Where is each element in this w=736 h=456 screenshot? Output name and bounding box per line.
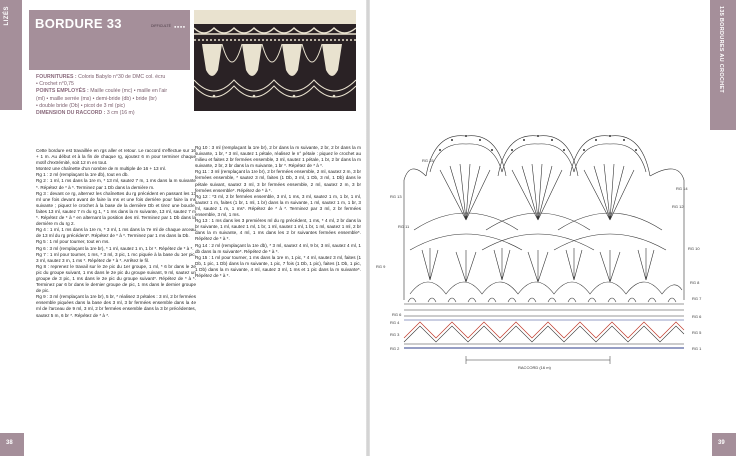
page-number-right-text: 39 xyxy=(718,440,725,446)
instruction-paragraph: Montez une chaînette d'un nombre de m multiple de 16 + 13 ml. xyxy=(36,166,166,172)
difficulty-label: DIFFICULTÉ xyxy=(151,24,171,28)
page-number-right xyxy=(712,433,736,456)
fournitures-text: Coloris Babylo n°30 de DMC col. écru xyxy=(78,74,166,80)
page-number-left xyxy=(0,433,24,456)
supplies-block xyxy=(36,74,196,117)
row-label-5: RG 5 xyxy=(692,330,702,335)
difficulty-rating: ●●●● xyxy=(174,24,186,29)
row-label-11: RG 11 xyxy=(398,224,410,229)
row-label-8: RG 8 xyxy=(690,280,700,285)
row-label-3: RG 3 xyxy=(390,332,400,337)
instruction-paragraph: Rg 12 : *3 ml, 2 br fermées ensemble, 3 ml, 1 ms, 3 ml, sautez 1 m, 1 br, 1 ml, sautez 1 m, faites (1 br, 1 ml, 1 br) dans la m suivante, 1 ml, sautez 1 m, 1 br, 3 ml, sautez 1 m, 1 ms*. Répétez de * à *. Terminez par 3 ml, 2 br fermées ensemble, 3 ml, 1 ms. xyxy=(195,193,361,218)
pattern-title: BORDURE 33 xyxy=(35,16,122,31)
instruction-paragraph: Rg 15 : 1 ml pour tourner, 1 ms dans la 1re m, 1 pic, * 4 ml, sautez 3 ml, faites (1 Db, 1 pic, 1 Db) dans la m suivante, 1 pic, 7 fois (1 Db, 1 pic), faites (1 Db, 1 pic, 1 Db) dans la m suivante, 4 ml, sautez 3 ml, 1 ms et 1 pic dans la m suivante*. Répétez de * à *. xyxy=(195,254,361,278)
dimension-text: 3 cm (16 m) xyxy=(106,110,135,117)
row-label-14: RG 14 xyxy=(676,186,688,191)
row-label-2: RG 2 xyxy=(390,346,400,351)
row-label-1: RG 1 xyxy=(692,346,702,351)
instruction-paragraph: Rg 7 : 1 ml pour tourner, 1 ms, * 3 ml, 3 pic, 1 mc piquée à la base du 1er pic, 3 ml, sautez 3 m, 1 ms *. Répétez de * à *. Arrêtez le fil. xyxy=(36,251,196,263)
row-label-4: RG 4 xyxy=(390,320,400,325)
instruction-paragraph: Rg 4 : 1 ml, 1 ms dans la 1re m, * 3 ml, 1 ms dans la 7e ml de chaque arceau de 13 ml du rg précédent*. Répétez de * à *. Terminez par 1 ms dans la Db. xyxy=(36,227,196,239)
instruction-paragraph: Cette bordure est travaillée en rgs aller et retour. Le raccord s'effectue sur 16 + 1 m. Au début et à la fin de chaque rg, ajoutez 6 m pour terminer chaque motif d'extrémité, soit 12 m en tout. xyxy=(36,148,196,166)
lace-photo xyxy=(194,10,356,111)
instruction-paragraph: Rg 11 : 3 ml (remplaçant la 1re br), 2 br fermées ensemble, 2 ml, sautez 2 m, 3 br fermées ensemble, * sautez 3 ml, faites (1 Db, 3 ml, 1 Db, 3 ml, 1 Db) dans le pétale suivant, sautez 3 ml, 3 br fermées ensemble, 2 ml, sautez 2 m, 3 br fermées ensemble*. Répétez de * à *. xyxy=(195,169,361,193)
raccord-label: RACCORD (16 m) xyxy=(518,365,551,370)
instruction-paragraph: Rg 3 : devant ce rg, alternez les chaînettes du rg précédent en passant les 13 ml une fois devant avant de faire la ms et une fois derrière pour faire la ms suivante ; piquez le crochet à la base de la dernière Db et tirez une boucle, faites 13 ml, sautez 7 m du rg 1, * 1 ms dans la m suivante, 13 ml, sautez 7 m *. Répétez de * à * en alternant la position des ml. Terminez par 1 Db dans la dernière m du rg 2. xyxy=(36,190,196,227)
instructions-column-2 xyxy=(195,145,361,279)
chapter-tab-right xyxy=(710,0,736,130)
chapter-tab-label: LIZÉS xyxy=(4,6,10,26)
instruction-paragraph: Rg 10 : 3 ml (remplaçant la 1re br), 2 br dans la m suivante, 2 br, 2 br dans la m suivante, 1 br, * 3 ml, sautez 1 pétale, réalisez le n° pétale : piquez le crochet au milieu et faites 2 br fermées ensemble, 3 ml, sautez 1 pétale, 1 br, 2 br dans la m suivante, 2 br, 2 br dans la m suivante, 1 br *. Répétez de * à *. xyxy=(195,145,361,169)
row-label-7: RG 7 xyxy=(692,296,702,301)
points-text-2: (ml) • maille serrée (ms) • demi-bride (db) • bride (br) xyxy=(36,95,157,102)
row-label-10: RG 10 xyxy=(688,246,700,251)
chapter-tab-right-label: 135 BORDURES AU CROCHET xyxy=(718,6,724,94)
instructions-column-1 xyxy=(36,148,196,319)
row-label-6: RG 6 xyxy=(692,314,702,319)
instruction-paragraph: Rg 2 : 1 ml, 1 ms dans la 1re m, * 13 ml, sautez 7 m, 1 ms dans la m suivante *. Répétez de * à *. Terminez par 1 Db dans la dernière m. xyxy=(36,178,196,190)
lace-photo-image xyxy=(194,10,356,111)
points-label: POINTS EMPLOYÉS : xyxy=(36,88,89,95)
row-label-12: RG 12 xyxy=(672,204,684,209)
row-label-15: RG 15 xyxy=(422,158,434,163)
points-text-1: Maille coulée (mc) • maille en l'air xyxy=(90,88,168,95)
instruction-paragraph: Rg 9 : 3 ml (remplaçant la 1re br), 5 br, * réalisez 3 pétales : 3 ml, 2 br fermées ensemble piquées dans la base des 3 ml, 3 br fermées ensemble dans la 4e ml de l'arceau de 9 ml, 3 ml, 2 br fermées ensemble dans la 3 br précédentes, sautez 5 m, 6 br *. Répétez de * à *. xyxy=(36,294,196,318)
crochet-diagram xyxy=(370,0,710,430)
instruction-paragraph: Rg 13 : 1 ms dans les 3 premières ml du rg précédent, 1 ms, * 4 ml, 2 br dans la br suivante, 1 ml, sautez 1 ml, 1 br, 1 ml, sautez 1 ml, 1 br, 1 ml, sautez 1 ml, 2 br dans la m suivante, 4 ml, 1 ms dans les 2 br suivantes fermées ensemble*. Répétez de * à *. xyxy=(195,218,361,242)
crochet-text: • Crochet n°0,75 xyxy=(36,81,74,88)
instruction-paragraph: Rg 14 : 2 ml (remplaçant la 1re db), * 3 ml, sautez 4 ml, 9 br, 3 ml, sautez 4 ml, 1 db dans la m suivante*. Répétez de * à *. xyxy=(195,242,361,254)
row-label-6-left: RG 6 xyxy=(392,312,402,317)
row-label-13: RG 13 xyxy=(390,194,402,199)
row-label-9: RG 9 xyxy=(376,264,386,269)
instruction-paragraph: Rg 8 : reprenez le travail sur le 2e pic du 1er groupe, 1 ml, * 6 br dans le 2e pic du groupe suivant, 1 ms dans le 2e pic du groupe suivant, 9 ml, sautez un groupe de 3 pic, 1 ms dans le 2e pic du groupe suivant*. Répétez de * à *. Terminez par 6 br dans le dernier groupe de pic, 1 ms dans le dernier groupe de pic. xyxy=(36,263,196,294)
instruction-paragraph: Rg 1 : 2 ml (remplaçant la 1re db), tout en db. xyxy=(36,172,129,178)
points-text-3: • double bride (Db) • picot de 3 ml (pic) xyxy=(36,102,125,109)
fournitures-label: FOURNITURES : xyxy=(36,74,77,80)
left-page xyxy=(0,0,366,456)
instruction-paragraph: Rg 6 : 3 ml (remplaçant la 1re br), * 1 ml, sautez 1 m, 1 br *. Répétez de * à *. xyxy=(36,245,194,251)
right-page xyxy=(370,0,736,456)
dimension-label: DIMENSION DU RACCORD : xyxy=(36,110,106,117)
instruction-paragraph: Rg 5 : 1 ml pour tourner, tout en ms. xyxy=(36,239,110,245)
page-number-left-text: 38 xyxy=(6,440,13,446)
chapter-tab-left xyxy=(0,0,22,110)
